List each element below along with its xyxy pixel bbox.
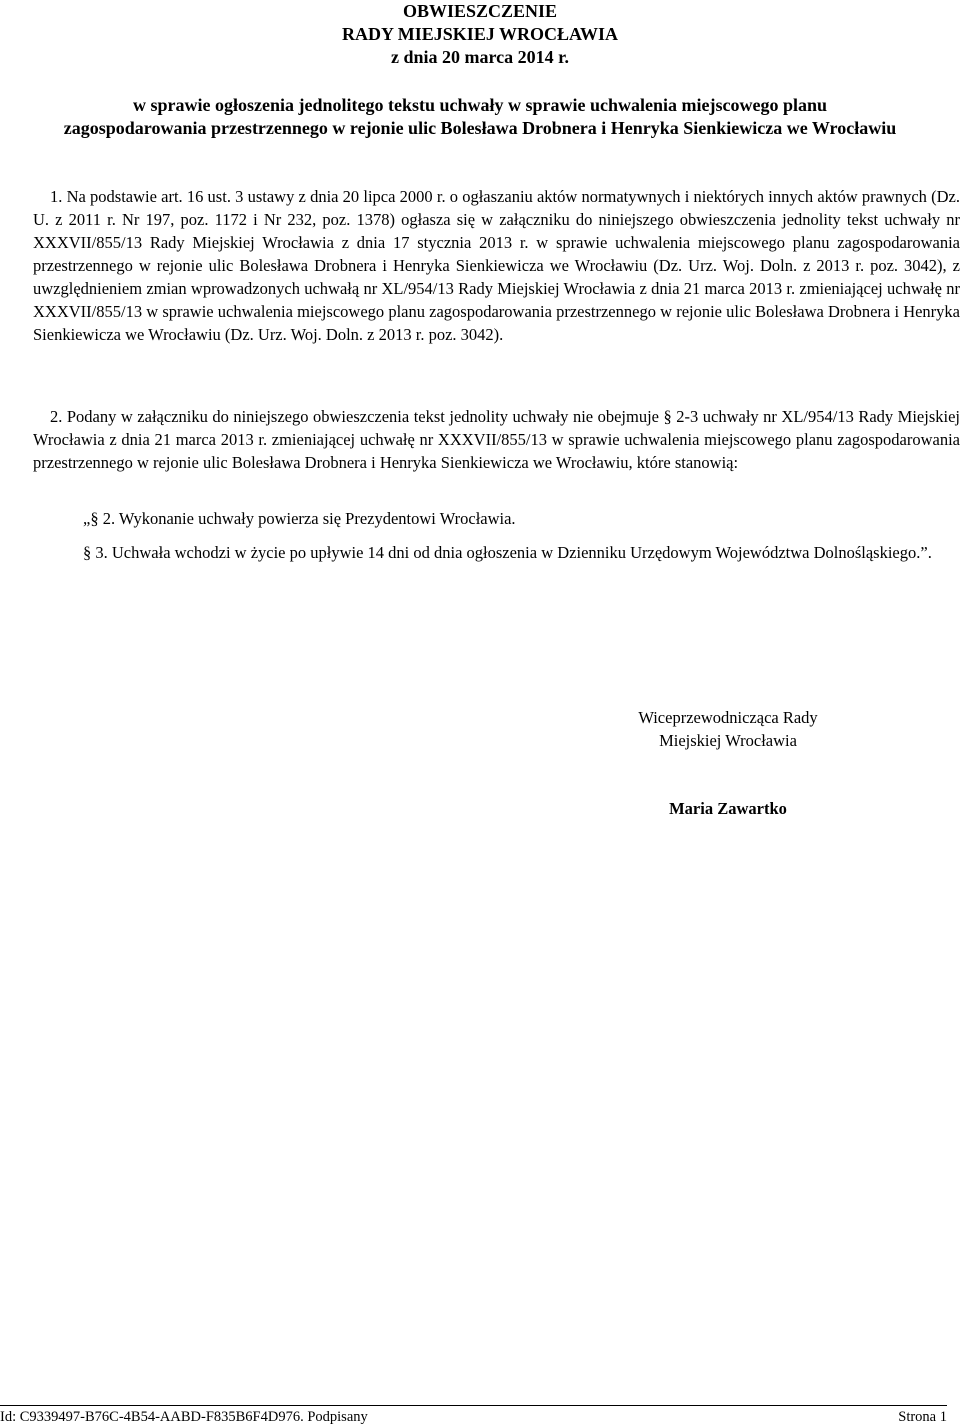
quoted-section-3: § 3. Uchwała wchodzi w życie po upływie 14 dni od dnia ogłoszenia w Dzienniku Urzędowym Województwa Dolnośląskiego.”.	[83, 543, 932, 562]
document-subject	[28, 94, 932, 140]
signature-title	[588, 706, 868, 752]
issuer-name: RADY MIEJSKIEJ WROCŁAWIA	[341, 24, 619, 44]
signature-title-line-2: Miejskiej Wrocławia	[659, 731, 797, 750]
document-date: z dnia 20 marca 2014 r.	[391, 47, 569, 67]
signature-title-line-1: Wiceprzewodnicząca Rady	[638, 708, 818, 727]
footer-divider	[0, 1405, 947, 1406]
document-id: Id: C9339497-B76C-4B54-AABD-F835B6F4D976. Podpisany	[0, 1409, 368, 1425]
subject-line-2: zagospodarowania przestrzennego w rejonie ulic Bolesława Drobnera i Henryka Sienkiewicza we Wrocławiu	[63, 118, 897, 138]
document-header	[0, 0, 960, 69]
subject-line-1: w sprawie ogłoszenia jednolitego tekstu uchwały w sprawie uchwalenia miejscowego planu	[133, 95, 827, 115]
signatory-name: Maria Zawartko	[669, 799, 787, 818]
paragraph-2: 2. Podany w załączniku do niniejszego obwieszczenia tekst jednolity uchwały nie obejmuje § 2-3 uchwały nr XL/954/13 Rady Miejskiej Wrocławia z dnia 21 marca 2013 r. zmieniającej uchwałę nr XXXVII/855/13 w sprawie uchwalenia miejscowego planu zagospodarowania przestrzennego w rejonie ulic Bolesława Drobnera i Henryka Sienkiewicza we Wrocławiu, które stanowią:	[33, 407, 960, 472]
document-title: OBWIESZCZENIE	[402, 1, 558, 21]
quoted-section-2: „§ 2. Wykonanie uchwały powierza się Prezydentowi Wrocławia.	[83, 509, 516, 528]
page-number: Strona 1	[898, 1409, 947, 1425]
paragraph-1: 1. Na podstawie art. 16 ust. 3 ustawy z dnia 20 lipca 2000 r. o ogłaszaniu aktów normatywnych i niektórych innych aktów prawnych (Dz. U. z 2011 r. Nr 197, poz. 1172 i Nr 232, poz. 1378) ogłasza się w załączniku do niniejszego obwieszczenia jednolity tekst uchwały nr XXXVII/855/13 Rady Miejskiej Wrocławia z dnia 17 stycznia 2013 r. w sprawie uchwalenia miejscowego planu zagospodarowania przestrzennego w rejonie ulic Bolesława Drobnera i Henryka Sienkiewicza we Wrocławiu (Dz. Urz. Woj. Doln. z 2013 r. poz. 3042), z uwzględnieniem zmian wprowadzonych uchwałą nr XL/954/13 Rady Miejskiej Wrocławia z dnia 21 marca 2013 r. zmieniającej uchwałę nr XXXVII/855/13 w sprawie uchwalenia miejscowego planu zagospodarowania przestrzennego w rejonie ulic Bolesława Drobnera i Henryka Sienkiewicza we Wrocławiu (Dz. Urz. Woj. Doln. z 2013 r. poz. 3042).	[33, 187, 960, 344]
